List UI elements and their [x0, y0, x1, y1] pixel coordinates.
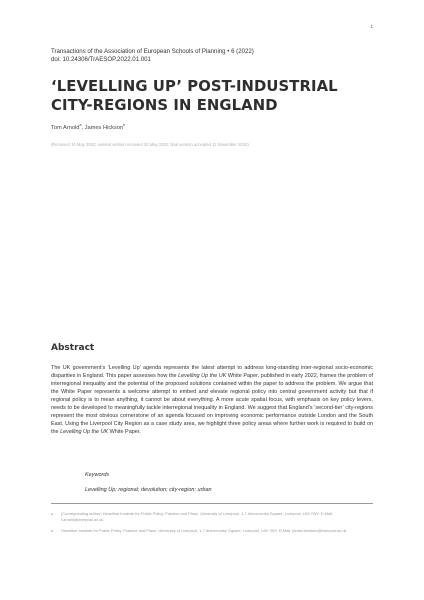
abstract-emphasis: Levelling Up the UK — [178, 373, 227, 380]
doi: doi: 10.24306/TrAESOP.2022.01.001 — [51, 56, 151, 64]
author-list — [51, 123, 125, 131]
affiliation-mark: a — [79, 123, 82, 127]
abstract-text-part: The UK government’s ‘Levelling Up’ agenda represents the latest attempt to address long-standing inter-regional socio-economic disparities in England. This paper assesses how the — [51, 365, 373, 380]
keywords-label: Keywords — [85, 472, 110, 478]
page-number: 1 — [370, 24, 373, 29]
affiliation-mark: b — [123, 123, 126, 127]
journal-citation: Transactions of the Association of European Schools of Planning • 6 (2022) — [51, 48, 254, 55]
author-separator: , — [81, 124, 85, 131]
author-name: James Hickson — [84, 124, 124, 131]
journal-header — [51, 48, 254, 65]
footnote-a — [51, 511, 373, 523]
keywords-text: Levelling Up; regional; devolution; city-region; urban — [85, 487, 212, 493]
article-title-line-1: ‘LEVELLING UP’ POST-INDUSTRIAL — [51, 78, 338, 95]
abstract-text-part: White Paper, published in early 2022, frames the problem of interregional inequality and the potential of the proposed solutions contained within the paper to address the problem. We argue that the White Paper represents a welcome attempt to embed and elevate regional policy into central government activity but that if regional policy is to mean anything, it cannot be about everything. A more acute spatial focus, with emphasis on key policy levers, needs to be developed to meaningfully tackle interregional inequality in England. We suggest that England’s ‘second-tier’ city-regions represent the most obvious cornerstone of an agenda focused on improving economic performance outside London and the South East. Using the Liverpool City Region as a case study area, we highlight three policy areas where further work is required to build on the — [51, 373, 373, 436]
article-title — [51, 77, 381, 115]
footnote-divider — [51, 503, 373, 504]
abstract-heading: Abstract — [51, 343, 95, 353]
author-name: Tom Arnold — [51, 124, 80, 131]
abstract-text-part: White Paper. — [108, 429, 141, 436]
abstract-emphasis: Levelling Up the UK — [60, 429, 109, 436]
footnote-b — [51, 528, 373, 534]
abstract-text — [51, 364, 373, 436]
footnote-mark: b — [51, 528, 54, 533]
article-title-line-2: CITY-REGIONS IN ENGLAND — [51, 97, 278, 114]
footnote-mark: a — [51, 511, 54, 516]
footnote-text: (Corresponding author) Heseltine Institute for Public Policy, Practice and Place, University of Liverpool, 1-7 Abercromby Square, Liverpool, L69 7WY. E-Mail: t.arnold@liverpool.ac.uk — [61, 511, 334, 523]
received-dates: (Received 16 May 2022; revised version received 25 May 2022; final version accepted 11 November 2022) — [51, 142, 249, 147]
footnote-text: Heseltine Institute for Public Policy, Practice and Place, University of Liverpool, 1-7 Abercromby Square, Liverpool, L69 7WY. E-Mail: james.hickson@liverpool.ac.uk — [61, 528, 347, 533]
